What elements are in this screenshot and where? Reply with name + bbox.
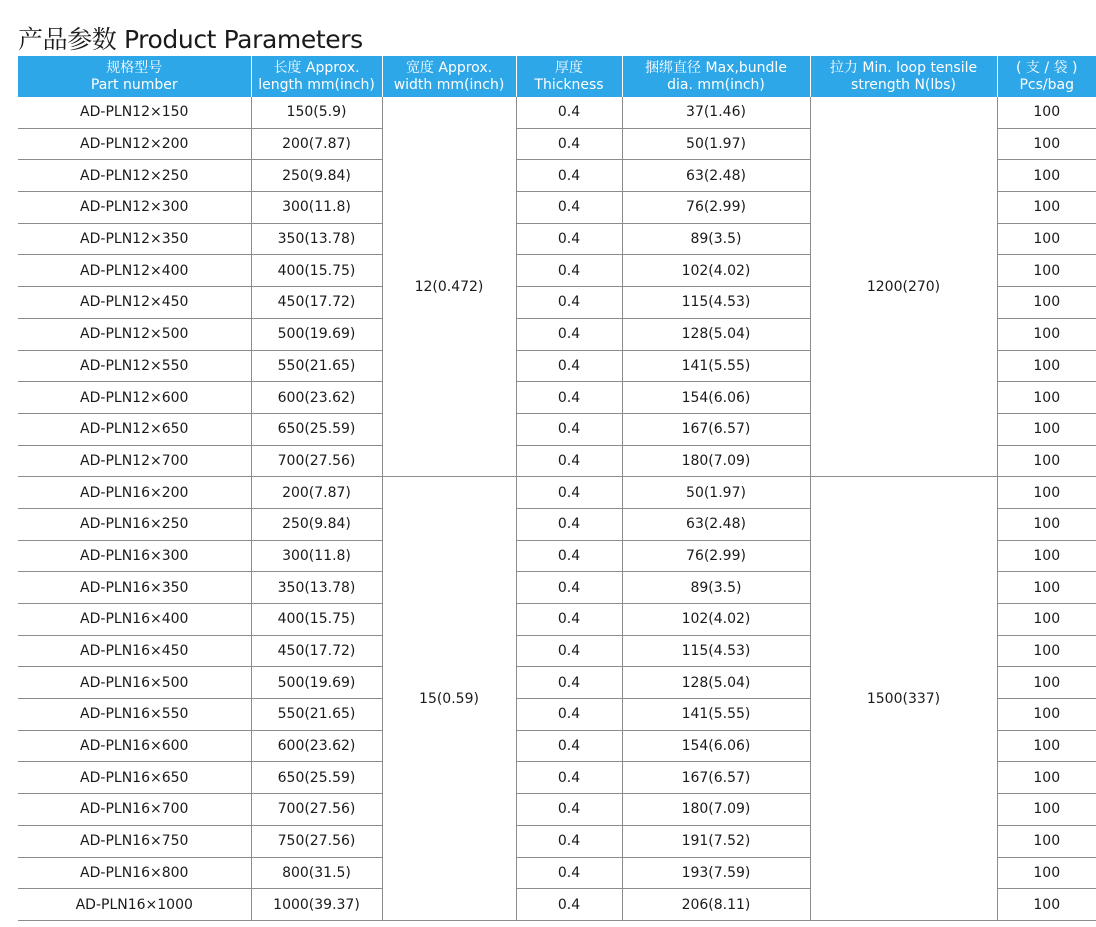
- cell-pcs-per-bag: 100: [997, 318, 1096, 350]
- cell-bundle-diameter: 167(6.57): [622, 762, 810, 794]
- header-bundle-diameter: 捆绑直径 Max,bundle dia. mm(inch): [622, 56, 810, 97]
- header-length: 长度 Approx. length mm(inch): [251, 56, 382, 97]
- cell-part-number: AD-PLN12×450: [18, 287, 251, 319]
- cell-pcs-per-bag: 100: [997, 667, 1096, 699]
- cell-length: 200(7.87): [251, 477, 382, 509]
- cell-part-number: AD-PLN12×550: [18, 350, 251, 382]
- cell-bundle-diameter: 63(2.48): [622, 160, 810, 192]
- cell-pcs-per-bag: 100: [997, 889, 1096, 921]
- cell-part-number: AD-PLN16×1000: [18, 889, 251, 921]
- cell-part-number: AD-PLN16×300: [18, 540, 251, 572]
- page-title: 产品参数 Product Parameters: [18, 24, 363, 54]
- cell-pcs-per-bag: 100: [997, 192, 1096, 224]
- cell-pcs-per-bag: 100: [997, 413, 1096, 445]
- cell-thickness: 0.4: [516, 477, 622, 509]
- cell-length: 500(19.69): [251, 318, 382, 350]
- cell-pcs-per-bag: 100: [997, 699, 1096, 731]
- cell-part-number: AD-PLN12×700: [18, 445, 251, 477]
- cell-length: 450(17.72): [251, 287, 382, 319]
- table-row: [18, 477, 1096, 509]
- cell-part-number: AD-PLN16×650: [18, 762, 251, 794]
- cell-bundle-diameter: 37(1.46): [622, 97, 810, 128]
- header-width: 宽度 Approx. width mm(inch): [382, 56, 516, 97]
- cell-thickness: 0.4: [516, 350, 622, 382]
- cell-length: 600(23.62): [251, 730, 382, 762]
- cell-bundle-diameter: 180(7.09): [622, 794, 810, 826]
- table-body: [18, 97, 1096, 920]
- cell-thickness: 0.4: [516, 699, 622, 731]
- cell-length: 550(21.65): [251, 699, 382, 731]
- cell-pcs-per-bag: 100: [997, 540, 1096, 572]
- cell-part-number: AD-PLN16×500: [18, 667, 251, 699]
- cell-length: 700(27.56): [251, 794, 382, 826]
- cell-bundle-diameter: 193(7.59): [622, 857, 810, 889]
- cell-thickness: 0.4: [516, 794, 622, 826]
- cell-bundle-diameter: 63(2.48): [622, 508, 810, 540]
- cell-pcs-per-bag: 100: [997, 825, 1096, 857]
- cell-thickness: 0.4: [516, 223, 622, 255]
- cell-thickness: 0.4: [516, 413, 622, 445]
- cell-pcs-per-bag: 100: [997, 477, 1096, 509]
- cell-pcs-per-bag: 100: [997, 97, 1096, 128]
- cell-part-number: AD-PLN16×700: [18, 794, 251, 826]
- cell-length: 600(23.62): [251, 382, 382, 414]
- cell-length: 300(11.8): [251, 540, 382, 572]
- cell-length: 300(11.8): [251, 192, 382, 224]
- cell-thickness: 0.4: [516, 889, 622, 921]
- cell-pcs-per-bag: 100: [997, 857, 1096, 889]
- cell-bundle-diameter: 89(3.5): [622, 223, 810, 255]
- cell-part-number: AD-PLN16×350: [18, 572, 251, 604]
- cell-pcs-per-bag: 100: [997, 572, 1096, 604]
- cell-pcs-per-bag: 100: [997, 604, 1096, 636]
- cell-bundle-diameter: 154(6.06): [622, 382, 810, 414]
- cell-thickness: 0.4: [516, 825, 622, 857]
- cell-bundle-diameter: 76(2.99): [622, 192, 810, 224]
- cell-length: 200(7.87): [251, 128, 382, 160]
- cell-pcs-per-bag: 100: [997, 635, 1096, 667]
- cell-length: 650(25.59): [251, 762, 382, 794]
- cell-thickness: 0.4: [516, 857, 622, 889]
- cell-pcs-per-bag: 100: [997, 382, 1096, 414]
- header-tensile-strength: 拉力 Min. loop tensile strength N(lbs): [810, 56, 997, 97]
- cell-pcs-per-bag: 100: [997, 794, 1096, 826]
- cell-part-number: AD-PLN16×200: [18, 477, 251, 509]
- cell-part-number: AD-PLN12×400: [18, 255, 251, 287]
- cell-bundle-diameter: 180(7.09): [622, 445, 810, 477]
- cell-part-number: AD-PLN16×250: [18, 508, 251, 540]
- cell-part-number: AD-PLN12×600: [18, 382, 251, 414]
- cell-length: 1000(39.37): [251, 889, 382, 921]
- cell-bundle-diameter: 141(5.55): [622, 350, 810, 382]
- cell-bundle-diameter: 141(5.55): [622, 699, 810, 731]
- cell-thickness: 0.4: [516, 762, 622, 794]
- header-pcs-per-bag: ( 支 / 袋 ) Pcs/bag: [997, 56, 1096, 97]
- cell-bundle-diameter: 50(1.97): [622, 128, 810, 160]
- cell-part-number: AD-PLN12×350: [18, 223, 251, 255]
- cell-bundle-diameter: 102(4.02): [622, 604, 810, 636]
- cell-thickness: 0.4: [516, 318, 622, 350]
- cell-width: 15(0.59): [382, 477, 516, 921]
- cell-part-number: AD-PLN12×200: [18, 128, 251, 160]
- cell-length: 150(5.9): [251, 97, 382, 128]
- cell-thickness: 0.4: [516, 382, 622, 414]
- cell-length: 650(25.59): [251, 413, 382, 445]
- header-row: [18, 56, 1096, 97]
- cell-part-number: AD-PLN12×250: [18, 160, 251, 192]
- cell-length: 750(27.56): [251, 825, 382, 857]
- cell-bundle-diameter: 115(4.53): [622, 287, 810, 319]
- cell-pcs-per-bag: 100: [997, 350, 1096, 382]
- cell-bundle-diameter: 102(4.02): [622, 255, 810, 287]
- cell-part-number: AD-PLN12×500: [18, 318, 251, 350]
- cell-bundle-diameter: 206(8.11): [622, 889, 810, 921]
- cell-length: 550(21.65): [251, 350, 382, 382]
- cell-thickness: 0.4: [516, 255, 622, 287]
- cell-thickness: 0.4: [516, 730, 622, 762]
- cell-thickness: 0.4: [516, 445, 622, 477]
- cell-length: 250(9.84): [251, 160, 382, 192]
- cell-thickness: 0.4: [516, 97, 622, 128]
- cell-pcs-per-bag: 100: [997, 445, 1096, 477]
- cell-bundle-diameter: 167(6.57): [622, 413, 810, 445]
- cell-length: 400(15.75): [251, 255, 382, 287]
- cell-length: 350(13.78): [251, 572, 382, 604]
- cell-pcs-per-bag: 100: [997, 160, 1096, 192]
- cell-bundle-diameter: 76(2.99): [622, 540, 810, 572]
- cell-thickness: 0.4: [516, 572, 622, 604]
- cell-bundle-diameter: 115(4.53): [622, 635, 810, 667]
- cell-length: 700(27.56): [251, 445, 382, 477]
- cell-part-number: AD-PLN16×600: [18, 730, 251, 762]
- cell-bundle-diameter: 128(5.04): [622, 318, 810, 350]
- cell-part-number: AD-PLN12×300: [18, 192, 251, 224]
- cell-thickness: 0.4: [516, 160, 622, 192]
- cell-part-number: AD-PLN16×550: [18, 699, 251, 731]
- table-row: [18, 97, 1096, 128]
- cell-tensile-strength: 1500(337): [810, 477, 997, 921]
- cell-length: 500(19.69): [251, 667, 382, 699]
- cell-bundle-diameter: 89(3.5): [622, 572, 810, 604]
- cell-part-number: AD-PLN16×450: [18, 635, 251, 667]
- cell-bundle-diameter: 128(5.04): [622, 667, 810, 699]
- cell-pcs-per-bag: 100: [997, 287, 1096, 319]
- cell-thickness: 0.4: [516, 128, 622, 160]
- header-thickness: 厚度 Thickness: [516, 56, 622, 97]
- cell-length: 400(15.75): [251, 604, 382, 636]
- cell-pcs-per-bag: 100: [997, 223, 1096, 255]
- cell-pcs-per-bag: 100: [997, 762, 1096, 794]
- cell-pcs-per-bag: 100: [997, 730, 1096, 762]
- cell-thickness: 0.4: [516, 667, 622, 699]
- cell-pcs-per-bag: 100: [997, 255, 1096, 287]
- cell-thickness: 0.4: [516, 287, 622, 319]
- cell-thickness: 0.4: [516, 192, 622, 224]
- cell-part-number: AD-PLN16×750: [18, 825, 251, 857]
- cell-bundle-diameter: 154(6.06): [622, 730, 810, 762]
- cell-bundle-diameter: 50(1.97): [622, 477, 810, 509]
- cell-thickness: 0.4: [516, 540, 622, 572]
- cell-pcs-per-bag: 100: [997, 508, 1096, 540]
- cell-bundle-diameter: 191(7.52): [622, 825, 810, 857]
- cell-thickness: 0.4: [516, 508, 622, 540]
- cell-part-number: AD-PLN16×400: [18, 604, 251, 636]
- cell-thickness: 0.4: [516, 604, 622, 636]
- header-part-number: 规格型号 Part number: [18, 56, 251, 97]
- cell-length: 250(9.84): [251, 508, 382, 540]
- cell-length: 800(31.5): [251, 857, 382, 889]
- cell-part-number: AD-PLN12×650: [18, 413, 251, 445]
- cell-width: 12(0.472): [382, 97, 516, 477]
- cell-part-number: AD-PLN16×800: [18, 857, 251, 889]
- cell-part-number: AD-PLN12×150: [18, 97, 251, 128]
- cell-thickness: 0.4: [516, 635, 622, 667]
- cell-tensile-strength: 1200(270): [810, 97, 997, 477]
- cell-length: 350(13.78): [251, 223, 382, 255]
- table-header: [18, 56, 1096, 97]
- cell-length: 450(17.72): [251, 635, 382, 667]
- product-parameters-table: [18, 56, 1096, 921]
- cell-pcs-per-bag: 100: [997, 128, 1096, 160]
